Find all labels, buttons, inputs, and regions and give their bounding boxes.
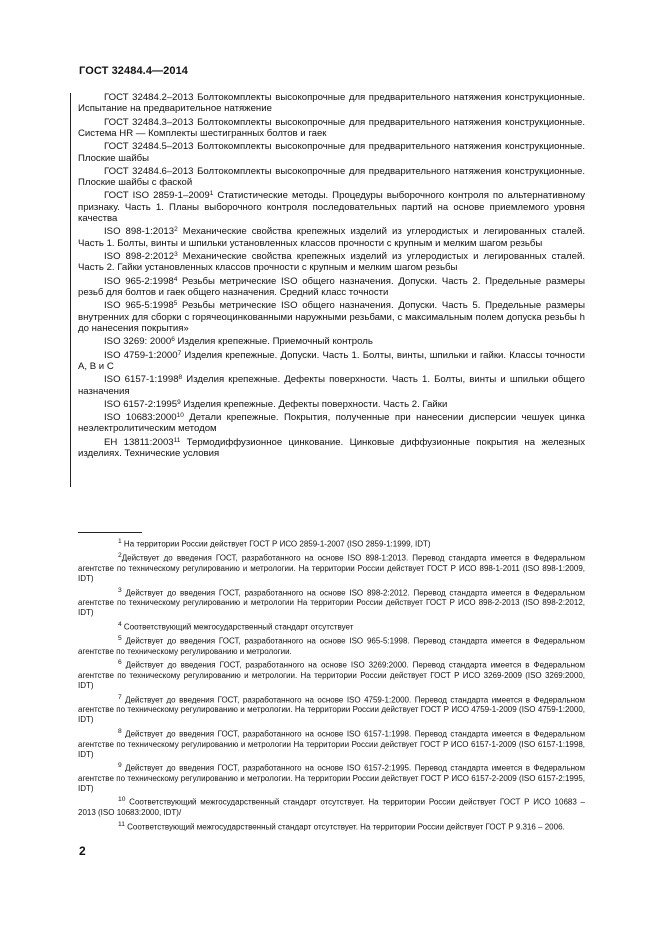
footnote-mark: 2 <box>174 226 178 234</box>
footnote-text: Действует до введения ГОСТ, разработанного на основе ISO 4759-1:2000. Перевод стандарта имеется в Федеральном агентстве по техническому регулированию и метрологии. На территории России действует ГОСТ Р ИСО 4759-1-2009 (ISO 4759-1:2000, IDT) <box>78 695 585 725</box>
footnote-mark: 5 <box>173 300 178 308</box>
reference-code: ГОСТ ISO 2859-1–2009 <box>104 190 210 202</box>
reference-code: ISO 6157-2:1995 <box>104 398 178 410</box>
reference-item: ГОСТ 32484.3–2013 Болтокомплекты высокопрочные для предварительного натяжения конструкционные. Система HR — Комплекты шестигранных болтов и гаек <box>78 116 585 140</box>
footnote-text: Соответствующий межгосударственный стандарт отсутствует. На территории России действует ГОСТ Р 9.316 – 2006. <box>124 822 565 832</box>
footnote-text: Соответствующий межгосударственный стандарт отсутствует. На территории России действует ГОСТ Р ИСО 10683 – 2013 (ISO 10683:2000, IDT)/ <box>78 798 585 818</box>
reference-title: Изделия крепежные. Дефекты поверхности. Часть 2. Гайки <box>180 398 448 410</box>
page-number: 2 <box>79 844 86 858</box>
references-list <box>78 92 585 461</box>
footnote-mark: 1 <box>209 190 214 198</box>
reference-item: ГОСТ 32484.2–2013 Болтокомплекты высокопрочные для предварительного натяжения конструкционные. Испытание на предварительное натяжение <box>78 92 585 115</box>
reference-code: ISO 3269: 2000 <box>104 336 172 348</box>
footnote-text: Действует до введения ГОСТ, разработанного на основе ISO 965-5:1998. Перевод стандарта имеется в Федеральном агентстве по техническому регулированию и метрологии. <box>78 636 585 656</box>
document-header: ГОСТ 32484.4—2014 <box>79 65 189 77</box>
reference-item <box>78 336 585 347</box>
reference-title: Изделия крепежные. Дефекты поверхности. Часть 1. Болты, винты и шпильки общего назначения <box>78 374 586 397</box>
footnote-divider <box>78 532 142 533</box>
reference-code: ISO 965-2:1998 <box>104 275 174 287</box>
footnote-mark: 4 <box>173 275 178 283</box>
footnote-mark: 6 <box>118 659 122 667</box>
footnote-item <box>78 820 585 833</box>
footnote-mark: 3 <box>118 586 122 594</box>
reference-item <box>78 226 585 249</box>
reference-item <box>78 412 585 435</box>
footnote-text: Действует до введения ГОСТ, разработанного на основе ISO 6157-2:1995. Перевод стандарта имеется в Федеральном агентстве по техническому регулированию и метрологии. На территории России действует ГОСТ Р ИСО 6157-2-2009 (ISO 6157-2:1995, IDT) <box>78 763 585 793</box>
footnote-mark: 4 <box>118 620 122 628</box>
reference-item <box>78 374 585 397</box>
footnote-mark: 2 <box>118 552 122 560</box>
footnote-mark: 10 <box>176 411 184 419</box>
reference-title: Детали крепежные. Покрытия, полученные при нанесении дисперсии чешуек цинка неэлектролитическим методом <box>78 411 585 435</box>
footnote-mark: 7 <box>118 693 122 701</box>
reference-code: ISO 898-2:2012 <box>104 251 175 263</box>
footnote-item <box>78 795 585 818</box>
footnote-mark: 7 <box>177 349 182 357</box>
reference-item <box>78 350 585 373</box>
footnote-mark: 10 <box>118 796 126 804</box>
footnote-mark: 1 <box>118 538 122 545</box>
footnote-mark: 9 <box>118 762 122 770</box>
footnote-item <box>78 761 585 794</box>
reference-title: Изделия крепежные. Приемочный контроль <box>174 336 373 348</box>
footnote-item <box>78 634 585 657</box>
reference-item <box>78 276 585 299</box>
footnote-mark: 8 <box>118 727 122 735</box>
reference-title: Механические свойства крепежных изделий из углеродистых и легированных сталей. Часть 1. Болты, винты и шпильки установленных классов прочности с крупным и мелким шагом резьбы <box>78 226 585 249</box>
reference-title: Статистические методы. Процедуры выборочного контроля по альтернативному признаку. Часть 1. Планы выборочного контроля последовательных партий на основе приемлемого уровня качества <box>78 190 585 225</box>
footnote-mark: 6 <box>171 336 175 344</box>
reference-item: ГОСТ 32484.5–2013 Болтокомплекты высокопрочные для предварительного натяжения конструкционные. Плоские шайбы <box>78 141 585 164</box>
reference-item <box>78 399 585 410</box>
footnote-text: Действует до введения ГОСТ, разработанного на основе ISO 898-1:2013. Перевод стандарта имеется в Федеральном агентстве по техническому регулированию и метрологии. На территории России действует ГОСТ Р ИСО 898-1-2011 (ISO 898-1:2009, IDT) <box>78 553 585 583</box>
footnote-item <box>78 727 585 760</box>
footnote-text: Соответствующий межгосударственный стандарт отсутствует <box>121 622 354 632</box>
footnote-text: На территории России действует ГОСТ Р ИСО 2859-1-2007 (ISO 2859-1:1999, IDT) <box>121 539 431 549</box>
footnote-item <box>78 586 585 619</box>
reference-item <box>78 437 585 460</box>
reference-code: ISO 10683:2000 <box>104 411 177 423</box>
change-bar <box>70 93 71 487</box>
reference-item <box>78 300 585 334</box>
reference-code: ISO 965-5:1998 <box>104 300 174 312</box>
footnote-text: Действует до введения ГОСТ, разработанного на основе ISO 898-2:2012. Перевод стандарта имеется в Федеральном агентстве по техническому регулированию и метрологии На территории России действует ГОСТ Р ИСО 898-2-2013 (ISO 898-2:2012, IDT) <box>78 588 585 618</box>
footnote-item <box>78 693 585 726</box>
footnote-item <box>78 620 585 633</box>
footnote-item <box>78 658 585 691</box>
footnotes-list <box>78 537 585 834</box>
footnote-item <box>78 537 585 550</box>
footnote-item <box>78 551 585 584</box>
footnote-text: Действует до введения ГОСТ, разработанного на основе ISO 3269:2000. Перевод стандарта имеется в Федеральном агентстве по техническому регулированию и метрологии. На территории России действует ГОСТ Р ИСО 3269-2009 (ISO 3269:2000, IDT) <box>78 660 585 690</box>
footnote-mark: 5 <box>118 635 122 642</box>
reference-code: ISO 6157-1:1998 <box>104 374 179 386</box>
reference-title: Механические свойства крепежных изделий из углеродистых и легированных сталей. Часть 2. Гайки установленных классов прочности с крупным и мелким шагом резьбы <box>78 251 585 274</box>
reference-item <box>78 251 585 274</box>
footnote-mark: 8 <box>178 374 183 382</box>
reference-title: Резьбы метрические ISO общего назначения. Допуски. Часть 2. Предельные размеры резьб для болтов и гаек общего назначения. Средний класс точности <box>78 275 585 299</box>
footnote-mark: 9 <box>177 398 181 406</box>
reference-title: Резьбы метрические ISO общего назначения. Допуски. Часть 5. Предельные размеры внутренних для сборки с горячеоцинкованными наружными резьбами, с максимальным полем допуска резьбы h до нанесения покрытия» <box>78 300 585 335</box>
reference-code: EH 13811:2003 <box>104 436 174 448</box>
reference-code: ISO 898-1:2013 <box>104 226 175 238</box>
reference-item: ГОСТ 32484.6–2013 Болтокомплекты высокопрочные для предварительного натяжения конструкционные. Плоские шайбы с фаской <box>78 165 585 189</box>
footnote-mark: 11 <box>173 436 181 444</box>
footnote-mark: 11 <box>118 820 125 828</box>
footnote-mark: 3 <box>174 251 178 259</box>
reference-title: Термодиффузионное цинкование. Цинковые диффузионные покрытия на железных изделиях. Технические условия <box>78 436 586 459</box>
reference-title: Изделия крепежные. Допуски. Часть 1. Болты, винты, шпильки и гайки. Классы точности A, B и C <box>78 349 585 372</box>
footnote-text: Действует до введения ГОСТ, разработанного на основе ISO 6157-1:1998. Перевод стандарта имеется в Федеральном агентстве по техническому регулированию и метрологии На территории России действует ГОСТ Р ИСО 6157-1-2009 (ISO 6157-1:1998, IDT) <box>78 729 585 759</box>
reference-item <box>78 190 585 224</box>
reference-code: ISO 4759-1:2000 <box>104 349 178 361</box>
